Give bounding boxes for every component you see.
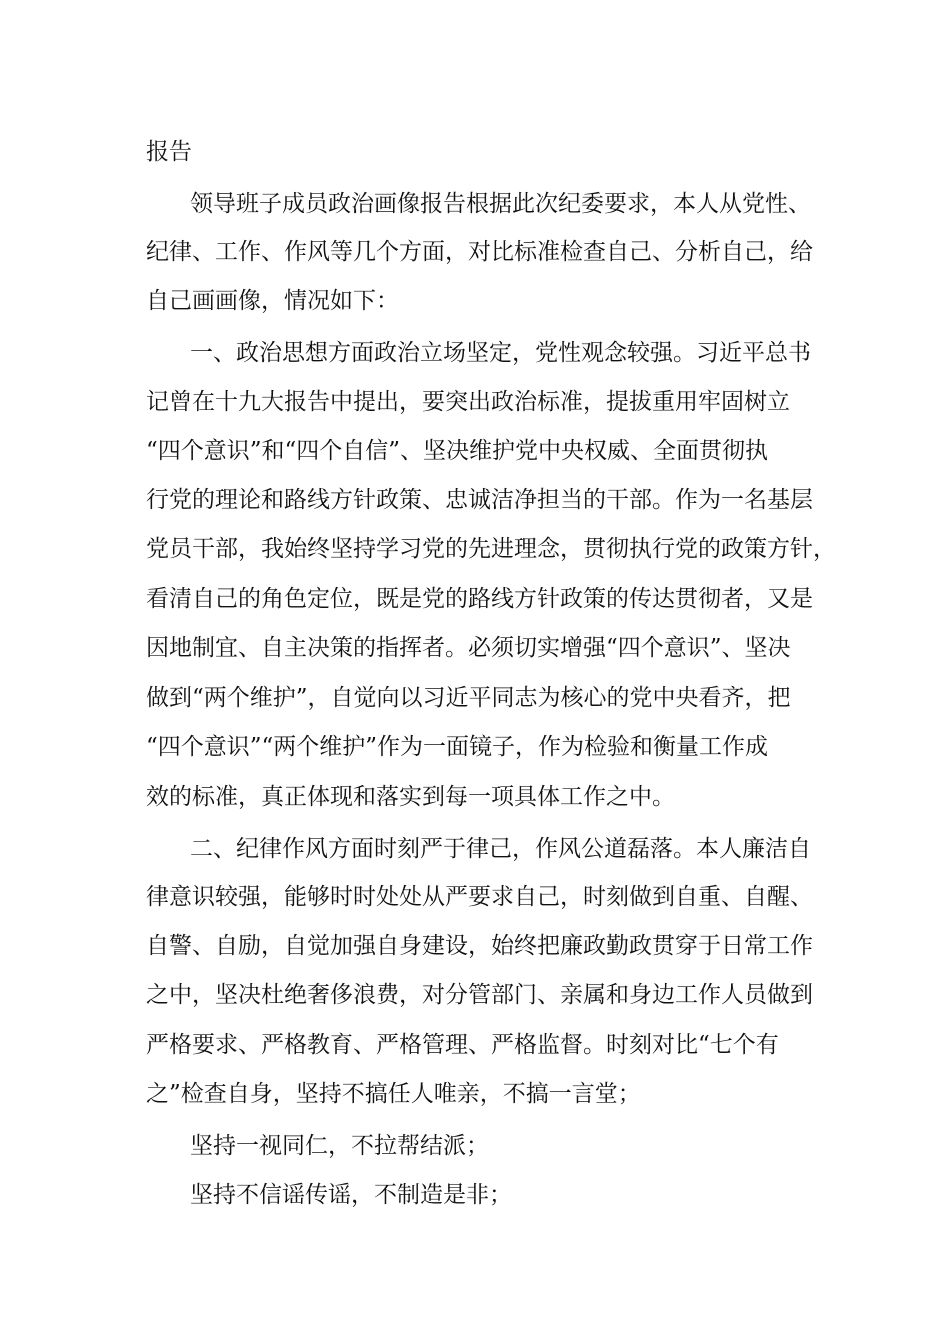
text-line: 领导班子成员政治画像报告根据此次纪委要求，本人从党性、: [190, 191, 811, 217]
text-line: 行党的理论和路线方针政策、忠诚洁净担当的干部。作为一名基层: [146, 487, 813, 513]
text-line: 效的标准，真正体现和落实到每一项具体工作之中。: [146, 784, 675, 810]
text-line: 做到“两个维护”，自觉向以习近平同志为核心的党中央看齐，把: [146, 685, 791, 711]
text-line: “四个意识”和“四个自信”、坚决维护党中央权威、全面贯彻执: [146, 438, 769, 464]
heading-fragment: 报告: [146, 139, 192, 165]
text-line: 看清自己的角色定位，既是党的路线方针政策的传达贯彻者，又是: [146, 586, 813, 612]
text-line: 坚持一视同仁，不拉帮结派；: [190, 1133, 489, 1159]
text-line: “四个意识”“两个维护”作为一面镜子，作为检验和衡量工作成: [146, 734, 769, 760]
text-line: 之”检查自身，坚持不搞任人唯亲，不搞一言堂；: [146, 1081, 641, 1107]
text-line: 因地制宜、自主决策的指挥者。必须切实增强“四个意识”、坚决: [146, 635, 791, 661]
text-line: 记曾在十九大报告中提出，要突出政治标准，提拔重用牢固树立: [146, 389, 790, 415]
text-line: 坚持不信谣传谣，不制造是非；: [190, 1182, 512, 1208]
text-line: 自警、自励，自觉加强自身建设，始终把廉政勤政贯穿于日常工作: [146, 933, 813, 959]
text-line: 严格要求、严格教育、严格管理、严格监督。时刻对比“七个有: [146, 1032, 779, 1058]
text-line: 二、纪律作风方面时刻严于律己，作风公道磊落。本人廉洁自: [190, 836, 811, 862]
text-line: 党员干部，我始终坚持学习党的先进理念，贯彻执行党的政策方针，: [146, 536, 836, 562]
text-line: 自己画画像，情况如下：: [146, 288, 399, 314]
text-line: 律意识较强，能够时时处处从严要求自己，时刻做到自重、自醒、: [146, 884, 813, 910]
text-line: 一、政治思想方面政治立场坚定，党性观念较强。习近平总书: [190, 340, 811, 366]
text-line: 之中，坚决杜绝奢侈浪费，对分管部门、亲属和身边工作人员做到: [146, 982, 813, 1008]
text-line: 纪律、工作、作风等几个方面，对比标准检查自己、分析自己，给: [146, 239, 813, 265]
